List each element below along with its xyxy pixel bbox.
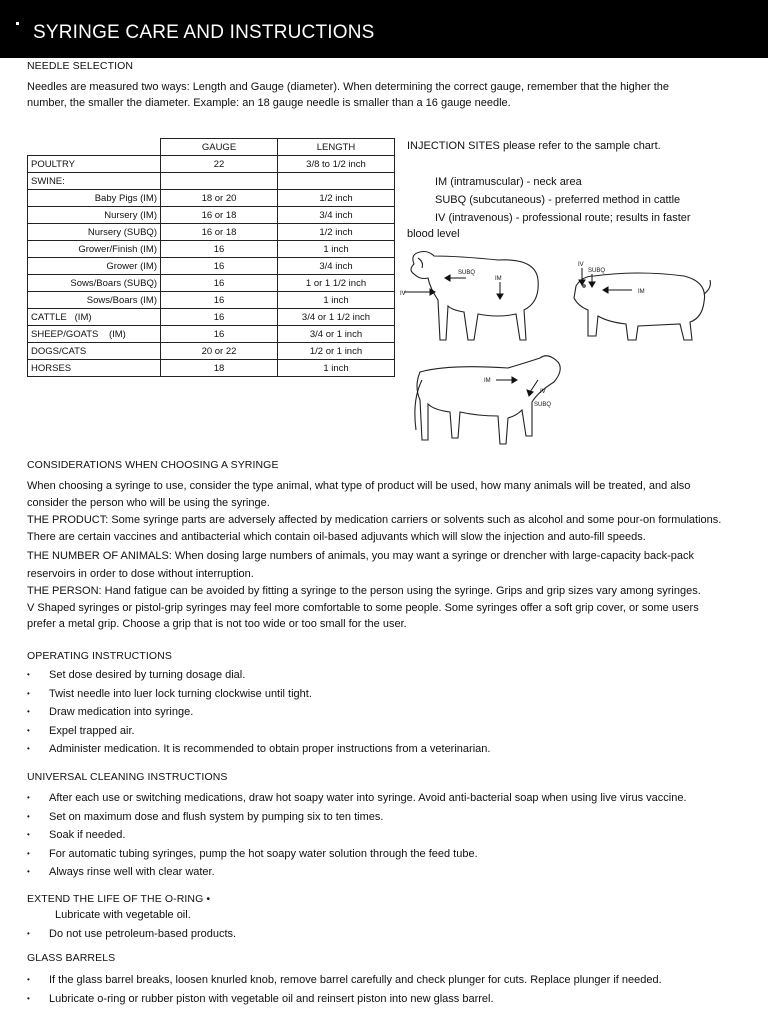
row-label: Nursery (IM) [28,207,161,224]
label-im: IM [638,289,645,295]
row-gauge: 22 [161,156,278,173]
considerations-line: THE PERSON: Hand fatigue can be avoided by fitting a syringe to the person using the syringe. Grips and grip sizes vary among syringes. [27,585,701,597]
list-item: • Draw medication into syringe. [27,703,490,722]
col-header-length: LENGTH [278,139,395,156]
needle-text-1: Needles are measured two ways: Length and Gauge (diameter). When determining the correct gauge, remember that the higher the [27,81,670,93]
table-row [28,360,395,377]
considerations-line: THE NUMBER OF ANIMALS: When dosing large numbers of animals, you may want a syringe or drencher with large-capacity back-pack [27,550,694,562]
row-gauge: 20 or 22 [161,343,278,360]
table-row [28,309,395,326]
label-im: IM [484,378,491,384]
cleaning-list [27,789,687,882]
list-item: • Soak if needed. [27,826,687,845]
injection-arrows [404,268,632,396]
list-item: • Set on maximum dose and flush system by pumping six to ten times. [27,808,687,827]
header-dot [16,22,19,25]
row-gauge: 16 [161,326,278,343]
table-row [28,156,395,173]
considerations-line: When choosing a syringe to use, consider the type animal, what type of product will be used, how many animals will be treated, and also [27,480,691,492]
row-gauge: 16 or 18 [161,207,278,224]
row-label: Baby Pigs (IM) [28,190,161,207]
label-iv: IV [400,291,406,297]
needle-heading: NEEDLE SELECTION [27,60,134,72]
header-bar [0,0,768,58]
cleaning-heading: UNIVERSAL CLEANING INSTRUCTIONS [27,771,228,783]
row-length: 1 inch [278,360,395,377]
operating-heading: OPERATING INSTRUCTIONS [27,650,172,662]
row-gauge: 18 or 20 [161,190,278,207]
row-label: Sows/Boars (SUBQ) [28,275,161,292]
row-label: Sows/Boars (IM) [28,292,161,309]
row-length: 1 inch [278,292,395,309]
page-title: SYRINGE CARE AND INSTRUCTIONS [33,22,375,43]
injection-labels [400,262,645,408]
row-label: SHEEP/GOATS (IM) [28,326,161,343]
row-length: 3/4 or 1 1/2 inch [278,309,395,326]
injection-im: IM (intramuscular) - neck area [435,176,582,188]
table-row [28,190,395,207]
table-row [28,275,395,292]
table-corner [28,139,161,156]
glass-heading: GLASS BARRELS [27,952,116,964]
row-label: POULTRY [28,156,161,173]
oring-sub: Lubricate with vegetable oil. [55,909,191,921]
row-gauge: 16 [161,275,278,292]
label-iv: IV [540,389,546,395]
list-item: • Twist needle into luer lock turning clockwise until tight. [27,685,490,704]
row-length: 1 or 1 1/2 inch [278,275,395,292]
list-item: • Expel trapped air. [27,722,490,741]
list-item: • Always rinse well with clear water. [27,863,687,882]
row-label: SWINE: [28,173,161,190]
table-row [28,343,395,360]
label-subq: SUBQ [588,268,606,274]
gauge-table [27,138,395,377]
glass-list [27,971,662,1008]
considerations-line: There are certain vaccines and antibacterial which contain oil-based adjuvants which will slow the injection and auto-fill speeds. [27,531,646,543]
injection-subq: SUBQ (subcutaneous) - preferred method in cattle [435,194,681,206]
row-gauge: 16 [161,292,278,309]
table-row [28,207,395,224]
list-item: • Do not use petroleum-based products. [27,925,236,944]
label-iv: IV [578,262,584,268]
needle-text-2: number, the smaller the diameter. Example: an 18 gauge needle is smaller than a 16 gauge needle. [27,97,511,109]
list-item: • Lubricate o-ring or rubber piston with vegetable oil and reinsert piston into new glass barrel. [27,990,662,1009]
row-gauge: 16 [161,258,278,275]
table-header-row [28,139,395,156]
considerations-line: reservoirs in order to dose without interruption. [27,568,254,580]
row-length: 3/8 to 1/2 inch [278,156,395,173]
label-subq: SUBQ [534,402,552,408]
row-gauge: 18 [161,360,278,377]
considerations-line: THE PRODUCT: Some syringe parts are adversely affected by medication carriers or solvents such as alcohol and some pour-on formulations. [27,514,722,526]
row-label: Grower (IM) [28,258,161,275]
row-label: DOGS/CATS [28,343,161,360]
row-length: 1/2 or 1 inch [278,343,395,360]
table-row [28,258,395,275]
injection-iv-2: blood level [407,228,460,240]
row-length: 1/2 inch [278,190,395,207]
row-gauge [161,173,278,190]
row-length: 1/2 inch [278,224,395,241]
row-length: 3/4 or 1 inch [278,326,395,343]
table-row [28,292,395,309]
row-label: HORSES [28,360,161,377]
row-label: CATTLE (IM) [28,309,161,326]
row-label: Grower/Finish (IM) [28,241,161,258]
cow-illustration [415,356,560,444]
considerations-line: prefer a metal grip. Choose a grip that is not too wide or too small for the user. [27,618,407,630]
list-item: • Administer medication. It is recommended to obtain proper instructions from a veterinarian. [27,740,490,759]
considerations-line: consider the person who will be using the syringe. [27,497,270,509]
considerations-heading: CONSIDERATIONS WHEN CHOOSING A SYRINGE [27,459,279,471]
row-length: 3/4 inch [278,207,395,224]
row-gauge: 16 [161,241,278,258]
considerations-line: V Shaped syringes or pistol-grip syringes may feel more comfortable to some people. Some syringes offer a soft grip cover, or some users [27,602,699,614]
col-header-gauge: GAUGE [161,139,278,156]
list-item: • If the glass barrel breaks, loosen knurled knob, remove barrel carefully and check plunger for cuts. Replace plunger if needed. [27,971,662,990]
operating-list [27,666,490,759]
label-subq: SUBQ [458,270,476,276]
table-row [28,224,395,241]
oring-list [27,925,236,944]
injection-heading: INJECTION SITES please refer to the sample chart. [407,140,661,152]
injection-iv-1: IV (intravenous) - professional route; results in faster [435,212,691,224]
row-length [278,173,395,190]
row-length: 3/4 inch [278,258,395,275]
row-gauge: 16 or 18 [161,224,278,241]
oring-heading: EXTEND THE LIFE OF THE O-RING • [27,893,211,905]
list-item: • Set dose desired by turning dosage dial. [27,666,490,685]
row-label: Nursery (SUBQ) [28,224,161,241]
row-length: 1 inch [278,241,395,258]
row-gauge: 16 [161,309,278,326]
list-item: • After each use or switching medications, draw hot soapy water into syringe. Avoid anti-bacterial soap when using live virus vaccine. [27,789,687,808]
list-item: • For automatic tubing syringes, pump the hot soapy water solution through the feed tube. [27,845,687,864]
sheep-illustration [411,252,538,341]
table-row [28,241,395,258]
label-im: IM [495,276,502,282]
table-row [28,326,395,343]
injection-site-chart [398,240,718,460]
table-row [28,173,395,190]
